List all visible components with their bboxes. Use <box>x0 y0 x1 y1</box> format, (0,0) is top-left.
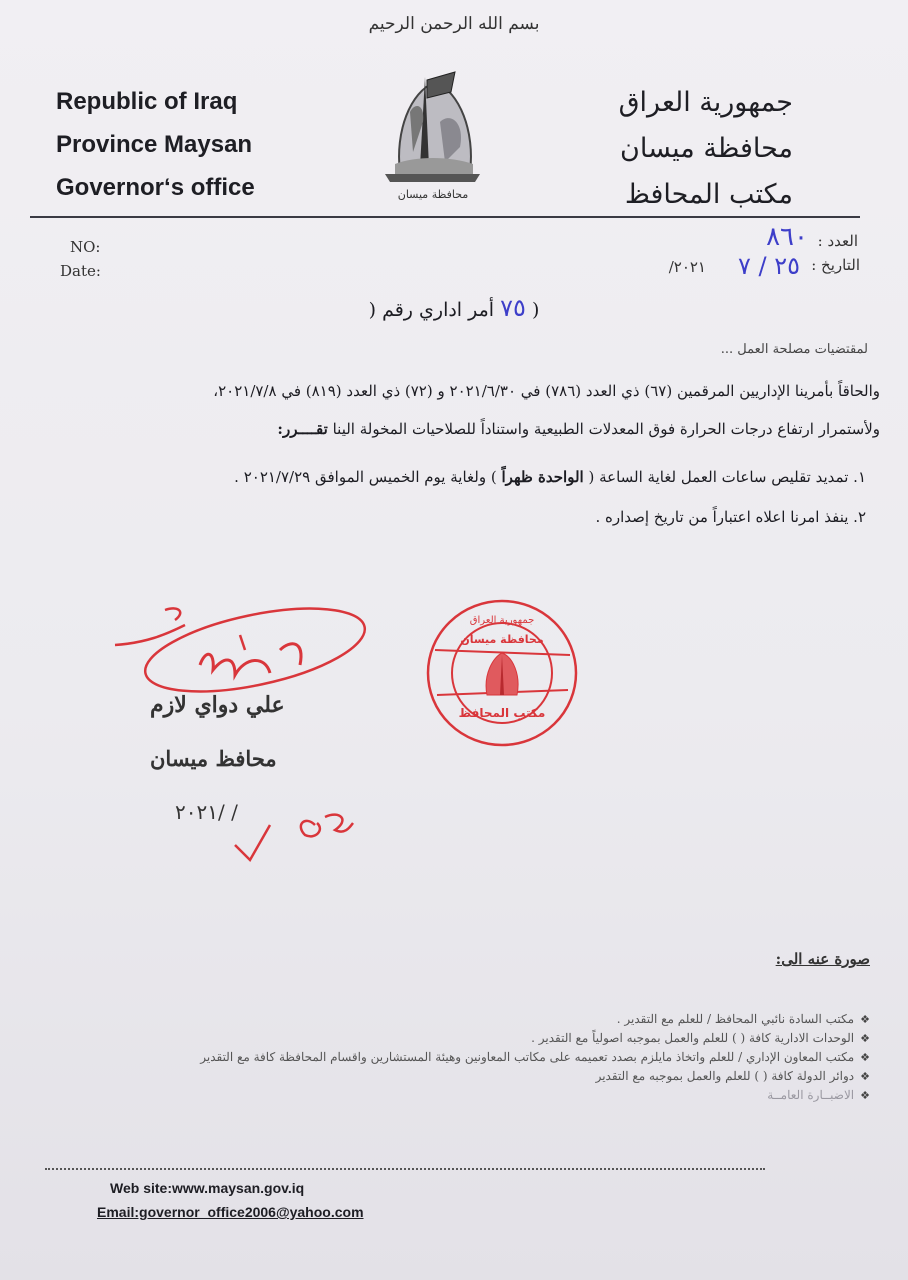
header-arabic <box>619 80 793 218</box>
order-title-text: أمر اداري رقم ( <box>368 299 495 321</box>
diamond-bullet-icon: ❖ <box>860 1013 870 1026</box>
footer-email[interactable]: Email:governor_office2006@yahoo.com <box>97 1204 364 1220</box>
handwritten-document-number: ٨٦٠ <box>766 222 808 252</box>
number-label-en: NO: <box>70 238 101 256</box>
item1-part-c: ) ولغاية يوم الخميس الموافق ٢٠٢١/٧/٢٩ . <box>234 468 497 486</box>
order-title-close: ) <box>531 299 540 321</box>
header-ar-office: مكتب المحافظ <box>624 179 793 210</box>
emblem-caption: محافظة ميسان <box>397 188 469 201</box>
order-item-2: ٢. ينفذ امرنا اعلاه اعتباراً من تاريخ إصداره . <box>595 508 866 526</box>
body-paragraph-line1: والحاقاً بأمرينا الإداريين المرقمين (٦٧) ذي العدد (٧٨٦) في ٢٠٢١/٦/٣٠ و (٧٢) ذي العدد (٨١٩) في ٢٠٢١/٧/٨، <box>213 382 880 400</box>
maysan-emblem-logo <box>365 52 500 202</box>
order-number-handwritten: ٧٥ <box>500 294 526 322</box>
diamond-bullet-icon: ❖ <box>860 1032 870 1045</box>
header-divider <box>30 216 860 218</box>
governor-name: علي دواي لازم <box>150 692 285 718</box>
header-english <box>56 80 255 209</box>
header-en-office: Governor‘s office <box>56 174 255 201</box>
order-title <box>0 294 908 322</box>
body-paragraph-line2 <box>277 420 880 438</box>
date-label-ar: التاريخ : <box>811 256 860 274</box>
item1-bold-time: الواحدة ظهراً <box>501 468 584 486</box>
decision-word: تقــــرر: <box>277 420 328 438</box>
header-en-province: Province Maysan <box>56 131 253 158</box>
stamp-text-bottom: مكتب المحافظ <box>458 706 546 720</box>
diamond-bullet-icon: ❖ <box>860 1089 870 1102</box>
signature-date-handwritten <box>225 805 360 870</box>
copy-item: ❖الاضبــارة العامــة <box>767 1088 870 1102</box>
date-label-en: Date: <box>60 262 101 280</box>
header-en-country: Republic of Iraq <box>56 88 238 115</box>
diamond-bullet-icon: ❖ <box>860 1070 870 1083</box>
official-stamp <box>425 595 580 750</box>
stamp-text-middle: محافظة ميسان <box>460 633 544 646</box>
date-year: /٢٠٢١ <box>668 258 706 276</box>
basmala: بسم الله الرحمن الرحيم <box>368 14 540 34</box>
governor-title: محافظ ميسان <box>150 746 277 771</box>
signature-date: ٢٠٢١/ / <box>175 800 238 824</box>
copy-item: ❖دوائر الدولة كافة ( ) للعلم والعمل بموجبه مع التقدير <box>595 1069 870 1083</box>
necessity-note: لمقتضيات مصلحة العمل ... <box>720 342 868 357</box>
copy-item: ❖الوحدات الادارية كافة ( ) للعلم والعمل بموجبه اصولياً مع التقدير . <box>531 1031 870 1045</box>
copy-item: ❖مكتب المعاون الإداري / للعلم واتخاذ مايلزم بصدد تعميمه على مكاتب المعاونين وهيئة المستشارين واقسام المحافظة كافة مع التقدير <box>200 1050 870 1064</box>
copies-list <box>50 1010 870 1105</box>
item1-part-a: ١. تمديد تقليص ساعات العمل لغاية الساعة ( <box>588 468 866 486</box>
footer-dotted-divider <box>45 1168 765 1170</box>
diamond-bullet-icon: ❖ <box>860 1051 870 1064</box>
header-ar-country: جمهورية العراق <box>618 87 793 118</box>
stamp-text-top: جمهورية العراق <box>469 615 535 626</box>
footer-website[interactable]: Web site:www.maysan.gov.iq <box>110 1180 305 1196</box>
copy-item: ❖مكتب السادة نائبي المحافظ / للعلم مع التقدير . <box>616 1012 870 1026</box>
copies-title: صورة عنه الى: <box>775 950 870 968</box>
header-ar-province: محافظة ميسان <box>620 133 793 164</box>
number-label-ar: العدد : <box>817 232 858 250</box>
body-line2-text: ولأستمرار ارتفاع درجات الحرارة فوق المعدلات الطبيعية واستناداً للصلاحيات المخولة الينا <box>332 420 880 438</box>
order-item-1 <box>234 468 866 486</box>
handwritten-date: ٢٥ / ٧ <box>737 252 800 280</box>
